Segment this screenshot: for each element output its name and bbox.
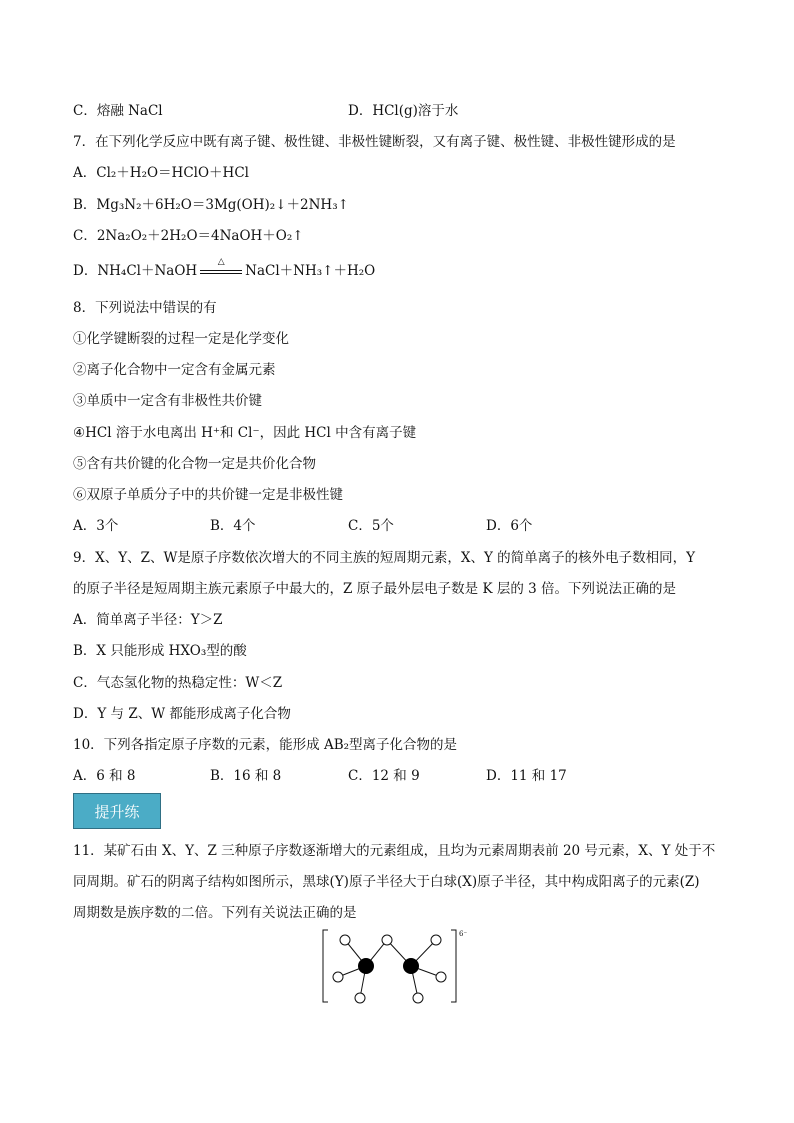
q8-statement-6: ⑥双原子单质分子中的共价键一定是非极性键 <box>73 487 343 503</box>
q7-option-d-reactants: D．NH₄Cl＋NaOH <box>73 263 198 279</box>
q10-option-d: D．11 和 17 <box>486 768 567 784</box>
x-atom <box>431 935 441 945</box>
x-atom <box>340 935 350 945</box>
heating-condition-mark <box>200 257 242 280</box>
q9-option-c: C．气态氢化物的热稳定性：W＜Z <box>73 675 283 691</box>
q7-option-d <box>73 257 376 280</box>
q11-stem-line-3: 周期数是族序数的二倍。下列有关说法正确的是 <box>73 905 357 921</box>
left-bracket <box>323 930 328 1002</box>
q7-option-b: B．Mg₃N₂＋6H₂O＝3Mg(OH)₂↓＋2NH₃↑ <box>73 197 349 213</box>
q8-statement-5: ⑤含有共价键的化合物一定是共价化合物 <box>73 456 316 472</box>
y-atom <box>358 958 374 974</box>
q9-stem-line-2: 的原子半径是短周期主族元素原子中最大的，Z 原子最外层电子数是 K 层的 3 倍。下列说法正确的是 <box>73 581 677 597</box>
q8-option-d: D．6个 <box>486 518 533 534</box>
x-atom <box>436 972 446 982</box>
black-atoms-y <box>358 958 419 974</box>
q9-option-d: D．Y 与 Z、W 都能形成离子化合物 <box>73 706 291 722</box>
x-atom <box>355 993 365 1003</box>
q11-stem-line-2: 同周期。矿石的阴离子结构如图所示，黑球(Y)原子半径大于白球(X)原子半径，其中构成阳离子的元素(Z) <box>73 874 700 890</box>
q8-statement-3: ③单质中一定含有非极性共价键 <box>73 393 262 409</box>
q9-option-a: A．简单离子半径：Y＞Z <box>73 612 223 628</box>
x-atom <box>382 935 392 945</box>
q6-option-d: D．HCl(g)溶于水 <box>348 103 459 119</box>
heat-symbol: △ <box>217 257 225 267</box>
q8-option-c: C．5个 <box>348 518 394 534</box>
anion-structure-diagram <box>318 924 478 1006</box>
anion-charge: 6⁻ <box>459 930 468 938</box>
q10-stem: 10．下列各指定原子序数的元素，能形成 AB₂型离子化合物的是 <box>73 737 458 753</box>
q10-option-c: C．12 和 9 <box>348 768 420 784</box>
x-atom <box>413 993 423 1003</box>
q10-option-a: A．6 和 8 <box>73 768 136 784</box>
q8-statement-1: ①化学键断裂的过程一定是化学变化 <box>73 331 289 347</box>
y-atom <box>403 958 419 974</box>
q6-option-c: C．熔融 NaCl <box>73 103 163 119</box>
q10-option-b: B．16 和 8 <box>210 768 282 784</box>
q8-stem: 8．下列说法中错误的有 <box>73 300 217 316</box>
q9-option-b: B．X 只能形成 HXO₃型的酸 <box>73 643 247 659</box>
q8-option-b: B．4个 <box>210 518 256 534</box>
q7-option-c: C．2Na₂O₂＋2H₂O＝4NaOH＋O₂↑ <box>73 228 304 244</box>
bonds <box>338 940 441 998</box>
q8-option-a: A．3个 <box>73 518 119 534</box>
q7-stem: 7．在下列化学反应中既有离子键、极性键、非极性键断裂，又有离子键、极性键、非极性键形成的是 <box>73 134 676 150</box>
q7-option-d-products: NaCl＋NH₃↑＋H₂O <box>245 263 376 279</box>
q8-statement-2: ②离子化合物中一定含有金属元素 <box>73 362 276 378</box>
white-atoms-x <box>333 935 446 1003</box>
q7-option-a: A．Cl₂＋H₂O＝HClO＋HCl <box>73 165 249 181</box>
q9-stem-line-1: 9．X、Y、Z、W是原子序数依次增大的不同主族的短周期元素，X、Y 的简单离子的核外电子数相同，Y <box>73 550 696 566</box>
x-atom <box>333 972 343 982</box>
section-badge: 提升练 <box>73 793 161 829</box>
right-bracket <box>451 930 456 1002</box>
q8-statement-4: ④HCl 溶于水电离出 H⁺和 Cl⁻，因此 HCl 中含有离子键 <box>73 425 417 441</box>
q11-stem-line-1: 11．某矿石由 X、Y、Z 三种原子序数逐渐增大的元素组成，且均为元素周期表前 20 号元素，X、Y 处于不 <box>73 843 716 859</box>
